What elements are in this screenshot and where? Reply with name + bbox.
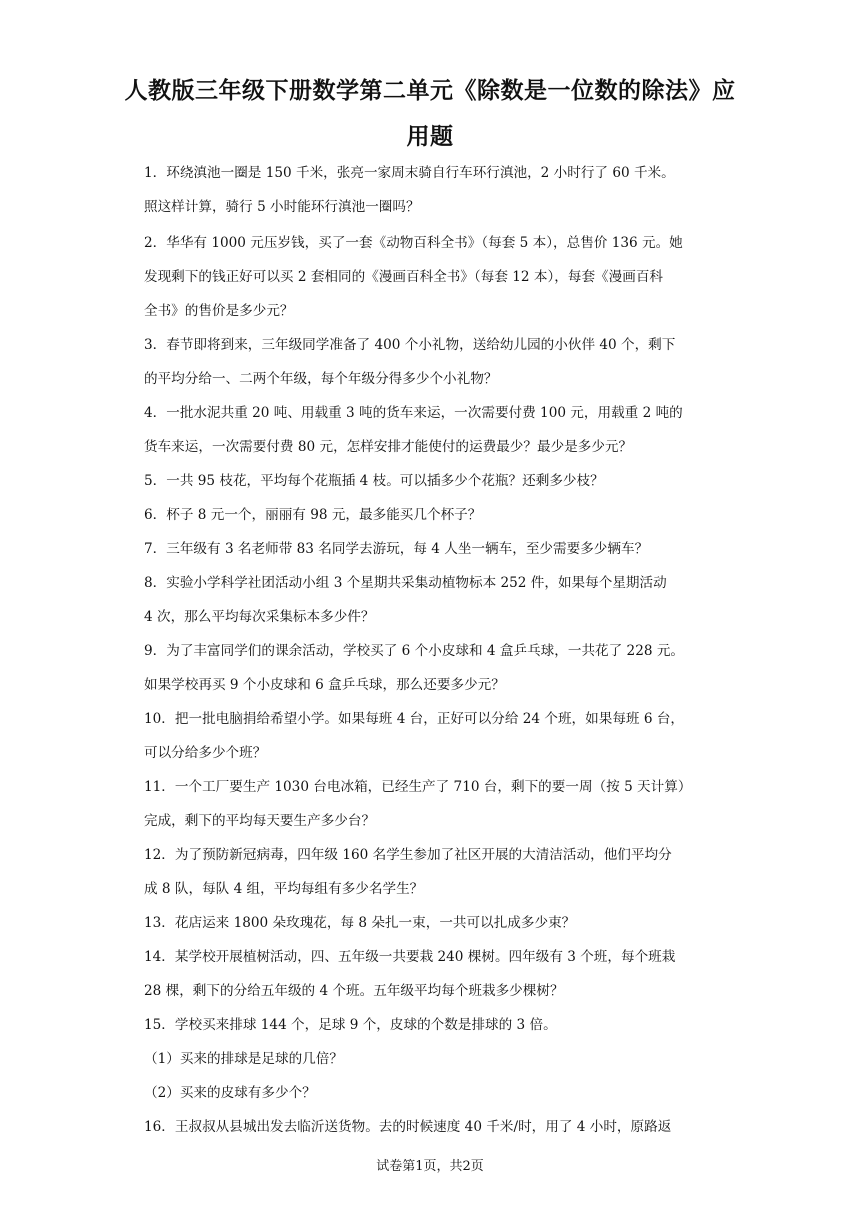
text-line: 8．实验小学科学社团活动小组 3 个星期共采集动植物标本 252 件，如果每个星期活动 [144,575,667,591]
text-line: 15．学校买来排球 144 个，足球 9 个，皮球的个数是排球的 3 倍。 [144,1017,557,1033]
text-line: 完成，剩下的平均每天要生产多少台？ [144,813,376,829]
text-line: 13．花店运来 1800 朵玫瑰花，每 8 朵扎一束，一共可以扎成多少束？ [144,915,576,931]
text-line: 3．春节即将到来，三年级同学准备了 400 个小礼物，送给幼儿园的小伙伴 40 个，剩下 [144,337,676,353]
text-line: 全书》的售价是多少元？ [144,303,294,319]
text-line: 7．三年级有 3 名老师带 83 名同学去游玩，每 4 人坐一辆车，至少需要多少辆车？ [144,541,649,557]
text-line: 货车来运，一次需要付费 80 元，怎样安排才能使付的运费最少？最少是多少元？ [144,439,633,455]
text-line: 6．杯子 8 元一个，丽丽有 98 元，最多能买几个杯子？ [144,507,482,523]
text-line: 5．一共 95 枝花，平均每个花瓶插 4 枝。可以插多少个花瓶？还剩多少枝？ [144,473,604,489]
text-line: 发现剩下的钱正好可以买 2 套相同的《漫画百科全书》（每套 12 本），每套《漫画百科 [144,269,664,285]
text-line: （1）买来的排球是足球的几倍？ [144,1051,343,1067]
text-line: 28 棵，剩下的分给五年级的 4 个班。五年级平均每个班栽多少棵树？ [144,983,564,999]
text-line: 如果学校再买 9 个小皮球和 6 盒乒乓球，那么还要多少元？ [144,677,505,693]
text-line: 10．把一批电脑捐给希望小学。如果每班 4 台，正好可以分给 24 个班，如果每班 6 台， [144,711,685,727]
text-line: 14．某学校开展植树活动，四、五年级一共要栽 240 棵树。四年级有 3 个班，每个班栽 [144,949,676,965]
text-line: 1．环绕滇池一圈是 150 千米，张亮一家周末骑自行车环行滇池，2 小时行了 60 千米。 [144,165,675,181]
text-line: 4．一批水泥共重 20 吨、用载重 3 吨的货车来运，一次需要付费 100 元，用载重 2 吨的 [144,405,683,421]
text-line: 4 次，那么平均每次采集标本多少件？ [144,609,375,625]
document-title-line2: 用题 [406,124,454,150]
text-line: 16．王叔叔从县城出发去临沂送货物。去的时候速度 40 千米/时，用了 4 小时，原路返 [144,1119,672,1135]
text-line: 12．为了预防新冠病毒，四年级 160 名学生参加了社区开展的大清洁活动，他们平均分 [144,847,672,863]
text-line: 的平均分给一、二两个年级，每个年级分得多少个小礼物？ [144,371,498,387]
page-footer: 试卷第1页，共2页 [376,1159,484,1174]
text-line: 9．为了丰富同学们的课余活动，学校买了 6 个小皮球和 4 盒乒乓球，一共花了 228 元。 [144,643,685,659]
text-line: 可以分给多少个班？ [144,745,267,761]
document-title-line1: 人教版三年级下册数学第二单元《除数是一位数的除法》应 [124,78,736,104]
text-line: 成 8 队，每队 4 组，平均每组有多少名学生？ [144,881,424,897]
text-line: （2）买来的皮球有多少个？ [144,1085,316,1101]
text-line: 11．一个工厂要生产 1030 台电冰箱，已经生产了 710 台，剩下的要一周（按 5 天计算） [144,779,692,795]
text-line: 2．华华有 1000 元压岁钱，买了一套《动物百科全书》（每套 5 本），总售价 136 元。她 [144,235,683,251]
text-line: 照这样计算，骑行 5 小时能环行滇池一圈吗？ [144,199,420,215]
